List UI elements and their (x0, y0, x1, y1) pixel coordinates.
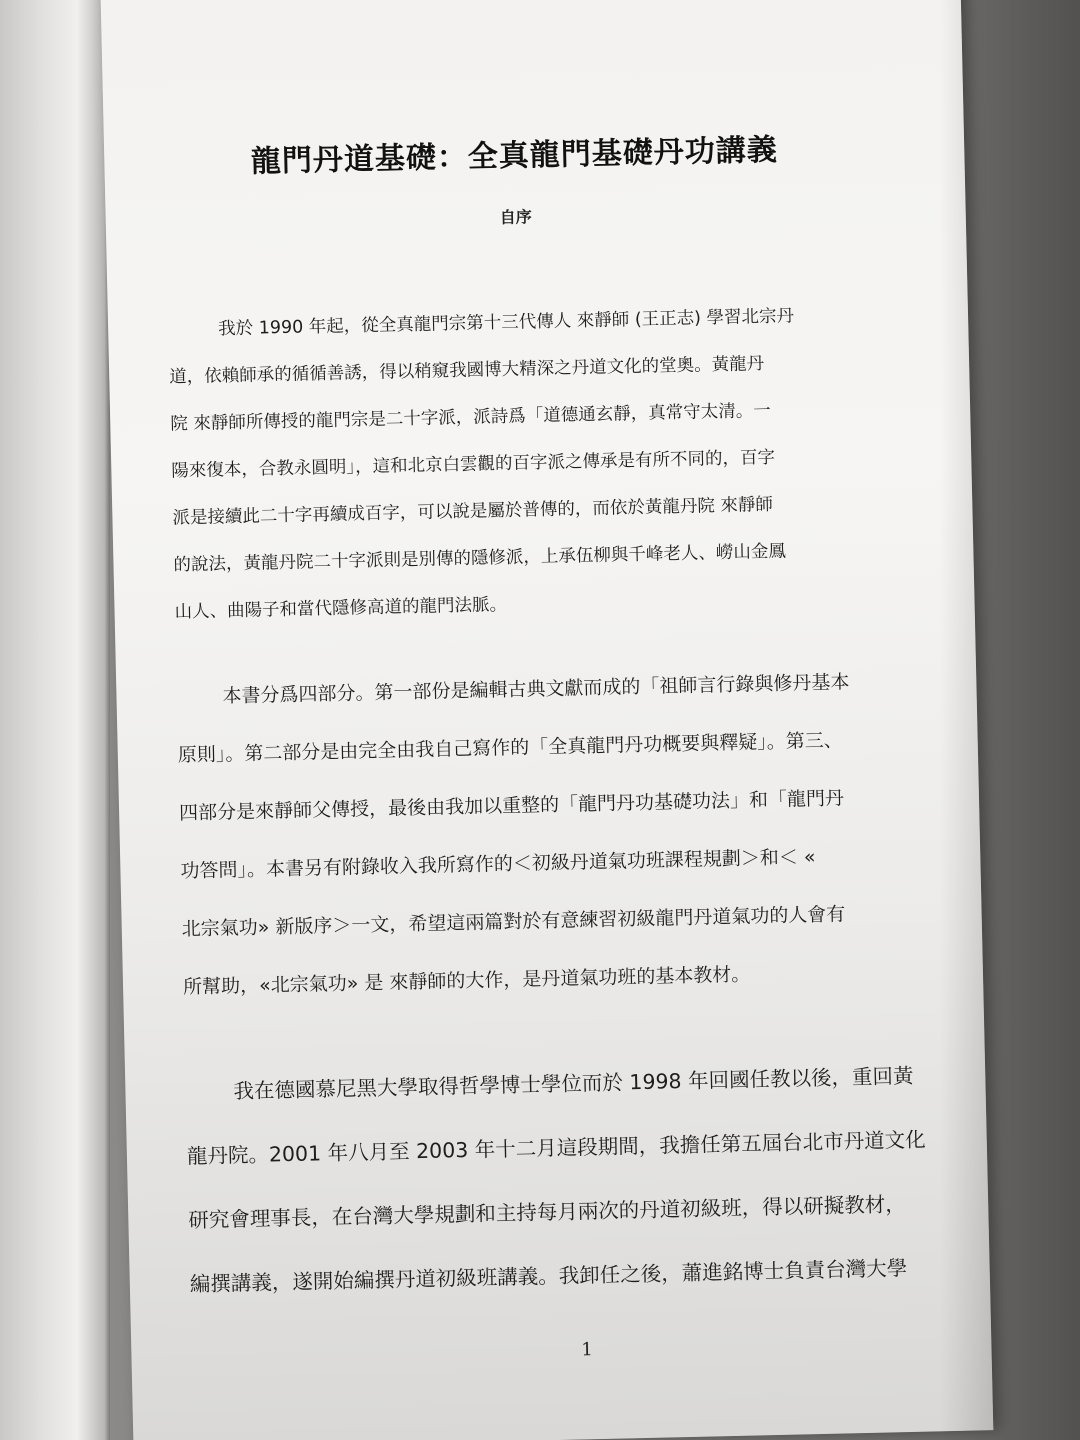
paragraph-3 (185, 1044, 926, 1316)
page-content (164, 123, 926, 1317)
text-line: 的說法，黃龍丹院二十字派則是別傳的隱修派，上承伍柳與千峰老人、嶗山金鳳 (173, 541, 787, 576)
paragraph-1 (168, 292, 875, 637)
page-title: 龍門丹道基礎：全真龍門基礎丹功講義 (250, 132, 779, 180)
text-line: 功答問」。本書另有附錄收入我所寫作的＜初級丹道氣功班課程規劃＞和＜ « (180, 845, 816, 883)
text-line: 原則」。第二部分是由完全由我自己寫作的「全真龍門丹功概要與釋疑」。第三、 (177, 729, 843, 767)
previous-page-edge (0, 0, 110, 1440)
text-line: 研究會理事長，在台灣大學規劃和主持每月兩次的丹道初級班，得以研擬教材， (188, 1192, 906, 1233)
text-line: 所幫助，«北宗氣功» 是 來靜師的大作，是丹道氣功班的基本教材。 (182, 963, 751, 999)
section-heading: 自序 (499, 207, 532, 227)
text-line: 派是接續此二十字再續成百字，可以說是屬於普傳的，而依於黃龍丹院 來靜師 (172, 494, 774, 529)
book-page (100, 0, 993, 1440)
text-line: 我於 1990 年起，從全真龍門宗第十三代傳人 來靜師 (王正志) 學習北宗丹 (217, 306, 795, 340)
text-line: 陽來復本，合教永圓明」，這和北京白雲觀的百字派之傳承是有所不同的，百字 (171, 447, 776, 482)
text-line: 本書分爲四部分。第一部份是編輯古典文獻而成的「祖師言行錄與修丹基本 (222, 671, 850, 708)
text-line: 我在德國慕尼黑大學取得哲學博士學位而於 1998 年回國任教以後，重回黃 (233, 1063, 914, 1104)
text-line: 四部分是來靜師父傳授，最後由我加以重整的「龍門丹功基礎功法」和「龍門丹 (178, 787, 845, 825)
text-line: 山人、曲陽子和當代隱修高道的龍門法脈。 (174, 594, 508, 623)
text-line: 龍丹院。2001 年八月至 2003 年十二月這段期間，我擔任第五屆台北市丹道文化 (186, 1127, 926, 1169)
paragraph-2 (176, 653, 884, 1017)
text-line: 院 來靜師所傳授的龍門宗是二十字派，派詩爲「道德通玄靜，真常守太清。一 (170, 400, 771, 435)
text-line: 北宗氣功» 新版序＞一文，希望這兩篇對於有意練習初級龍門丹道氣功的人會有 (181, 903, 846, 941)
text-line: 道，依賴師承的循循善誘，得以稍窺我國博大精深之丹道文化的堂奧。黃龍丹 (169, 354, 765, 388)
page-number: 1 (581, 1339, 594, 1361)
text-line: 編撰講義，遂開始編撰丹道初級班講義。我卸任之後，蕭進銘博士負責台灣大學 (189, 1256, 908, 1297)
